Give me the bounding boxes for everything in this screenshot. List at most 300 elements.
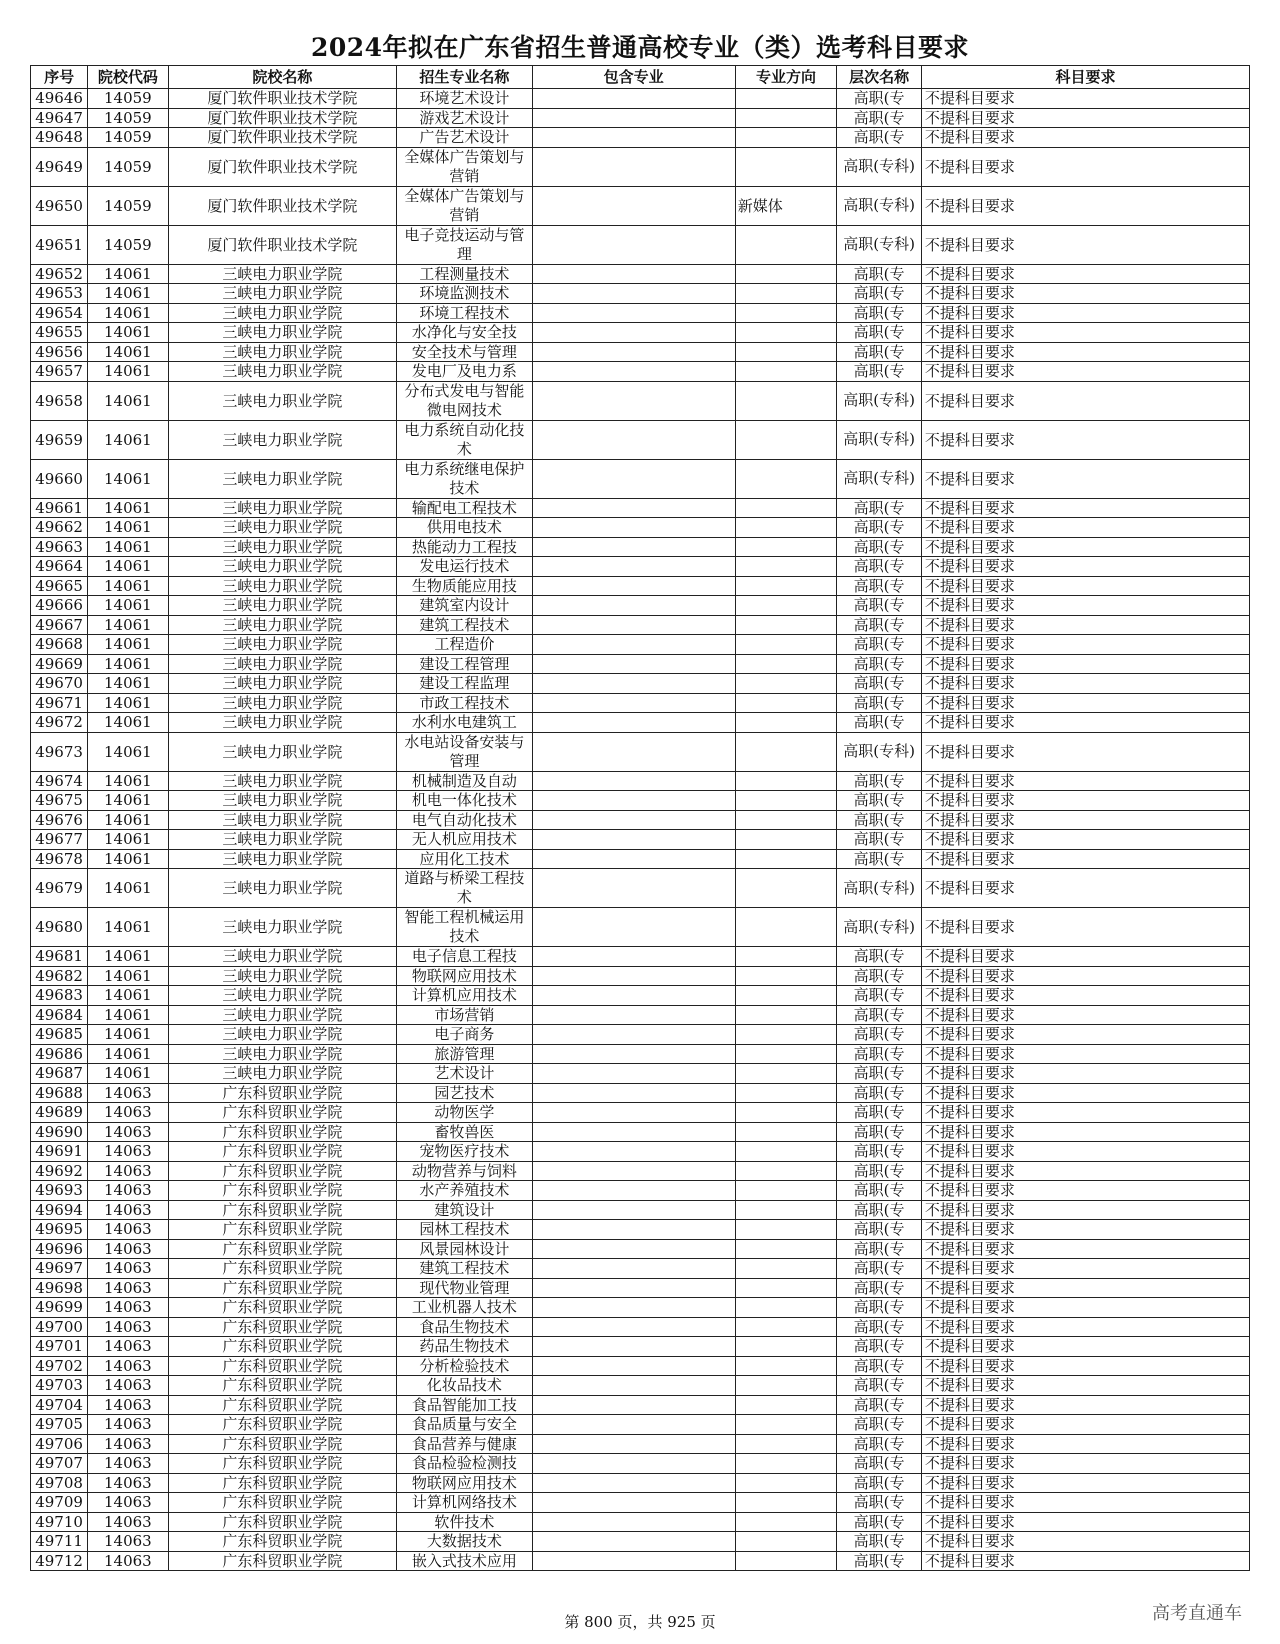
cell-major-name: 园艺技术 [397, 1083, 532, 1103]
table-row [31, 713, 1250, 733]
cell-major-direction [735, 303, 837, 323]
cell-index: 49666 [31, 596, 88, 616]
cell-major-name: 生物质能应用技 [397, 576, 532, 596]
cell-major-direction [735, 518, 837, 538]
cell-included-majors [532, 869, 735, 908]
cell-major-direction [735, 1044, 837, 1064]
cell-index: 49679 [31, 869, 88, 908]
cell-major-name: 食品检验检测技 [397, 1454, 532, 1474]
cell-included-majors [532, 1454, 735, 1474]
cell-major-name: 艺术设计 [397, 1064, 532, 1084]
cell-included-majors [532, 225, 735, 264]
table-row [31, 1415, 1250, 1435]
cell-major-name: 电子信息工程技 [397, 947, 532, 967]
cell-major-name: 计算机应用技术 [397, 986, 532, 1006]
cell-school-name: 广东科贸职业学院 [168, 1200, 397, 1220]
cell-index: 49706 [31, 1434, 88, 1454]
cell-subject-requirement: 不提科目要求 [921, 674, 1249, 694]
cell-major-name: 机械制造及自动 [397, 771, 532, 791]
cell-included-majors [532, 459, 735, 498]
cell-level: 高职(专科) [837, 908, 922, 947]
cell-major-direction [735, 1512, 837, 1532]
cell-level: 高职(专 [837, 1493, 922, 1513]
cell-included-majors [532, 1181, 735, 1201]
cell-subject-requirement: 不提科目要求 [921, 1142, 1249, 1162]
table-row [31, 1317, 1250, 1337]
cell-school-code: 14063 [88, 1259, 168, 1279]
cell-index: 49698 [31, 1278, 88, 1298]
cell-major-name: 电子竞技运动与管理 [397, 225, 532, 264]
cell-school-code: 14061 [88, 342, 168, 362]
cell-school-name: 广东科贸职业学院 [168, 1317, 397, 1337]
cell-school-code: 14061 [88, 420, 168, 459]
cell-school-code: 14061 [88, 1064, 168, 1084]
cell-major-name: 建筑工程技术 [397, 615, 532, 635]
cell-subject-requirement: 不提科目要求 [921, 576, 1249, 596]
cell-level: 高职(专 [837, 615, 922, 635]
cell-major-name: 输配电工程技术 [397, 498, 532, 518]
cell-major-direction [735, 362, 837, 382]
cell-school-code: 14063 [88, 1161, 168, 1181]
cell-index: 49683 [31, 986, 88, 1006]
cell-school-name: 三峡电力职业学院 [168, 986, 397, 1006]
cell-school-name: 三峡电力职业学院 [168, 908, 397, 947]
cell-included-majors [532, 1337, 735, 1357]
cell-school-code: 14061 [88, 654, 168, 674]
cell-subject-requirement: 不提科目要求 [921, 635, 1249, 655]
cell-subject-requirement: 不提科目要求 [921, 1434, 1249, 1454]
cell-level: 高职(专科) [837, 869, 922, 908]
cell-major-name: 全媒体广告策划与营销 [397, 186, 532, 225]
cell-level: 高职(专 [837, 1181, 922, 1201]
cell-school-code: 14063 [88, 1142, 168, 1162]
cell-school-code: 14061 [88, 615, 168, 635]
cell-school-name: 三峡电力职业学院 [168, 342, 397, 362]
col-header-school-code: 院校代码 [88, 66, 168, 89]
cell-major-name: 热能动力工程技 [397, 537, 532, 557]
cell-level: 高职(专 [837, 1298, 922, 1318]
cell-included-majors [532, 1551, 735, 1571]
cell-included-majors [532, 1512, 735, 1532]
cell-school-name: 三峡电力职业学院 [168, 1005, 397, 1025]
cell-major-direction [735, 1142, 837, 1162]
cell-level: 高职(专 [837, 1278, 922, 1298]
cell-school-code: 14063 [88, 1512, 168, 1532]
table-row [31, 1025, 1250, 1045]
cell-index: 49662 [31, 518, 88, 538]
cell-school-name: 厦门软件职业技术学院 [168, 89, 397, 109]
table-row [31, 147, 1250, 186]
cell-school-code: 14063 [88, 1415, 168, 1435]
cell-school-name: 三峡电力职业学院 [168, 1064, 397, 1084]
cell-level: 高职(专 [837, 1239, 922, 1259]
cell-included-majors [532, 381, 735, 420]
col-header-major-direction: 专业方向 [735, 66, 837, 89]
cell-level: 高职(专 [837, 1317, 922, 1337]
table-row [31, 225, 1250, 264]
cell-included-majors [532, 1298, 735, 1318]
cell-school-name: 三峡电力职业学院 [168, 713, 397, 733]
cell-subject-requirement: 不提科目要求 [921, 1376, 1249, 1396]
cell-level: 高职(专 [837, 1122, 922, 1142]
table-row [31, 1337, 1250, 1357]
cell-level: 高职(专 [837, 1532, 922, 1552]
cell-major-name: 物联网应用技术 [397, 1473, 532, 1493]
cell-major-direction [735, 1434, 837, 1454]
table-row [31, 284, 1250, 304]
cell-major-direction [735, 537, 837, 557]
cell-included-majors [532, 1532, 735, 1552]
table-row [31, 1044, 1250, 1064]
cell-major-name: 电力系统继电保护技术 [397, 459, 532, 498]
table-row [31, 1434, 1250, 1454]
cell-school-code: 14063 [88, 1454, 168, 1474]
table-row [31, 342, 1250, 362]
cell-index: 49710 [31, 1512, 88, 1532]
cell-index: 49702 [31, 1356, 88, 1376]
cell-subject-requirement: 不提科目要求 [921, 810, 1249, 830]
cell-major-direction [735, 498, 837, 518]
cell-school-name: 广东科贸职业学院 [168, 1532, 397, 1552]
cell-school-name: 厦门软件职业技术学院 [168, 108, 397, 128]
cell-major-direction [735, 264, 837, 284]
table-row [31, 869, 1250, 908]
cell-included-majors [532, 1064, 735, 1084]
cell-index: 49654 [31, 303, 88, 323]
cell-school-name: 广东科贸职业学院 [168, 1259, 397, 1279]
cell-level: 高职(专 [837, 1376, 922, 1396]
cell-school-code: 14063 [88, 1278, 168, 1298]
cell-school-code: 14061 [88, 732, 168, 771]
table-row [31, 1532, 1250, 1552]
cell-level: 高职(专 [837, 1220, 922, 1240]
cell-school-code: 14063 [88, 1376, 168, 1396]
cell-school-name: 广东科贸职业学院 [168, 1161, 397, 1181]
cell-included-majors [532, 849, 735, 869]
table-row [31, 1551, 1250, 1571]
cell-school-name: 三峡电力职业学院 [168, 1044, 397, 1064]
cell-subject-requirement: 不提科目要求 [921, 1317, 1249, 1337]
table-row [31, 498, 1250, 518]
cell-level: 高职(专 [837, 537, 922, 557]
cell-level: 高职(专 [837, 89, 922, 109]
table-row [31, 615, 1250, 635]
cell-included-majors [532, 1415, 735, 1435]
cell-major-name: 建筑室内设计 [397, 596, 532, 616]
cell-included-majors [532, 654, 735, 674]
cell-subject-requirement: 不提科目要求 [921, 264, 1249, 284]
cell-major-direction [735, 1259, 837, 1279]
cell-included-majors [532, 1025, 735, 1045]
cell-major-name: 动物营养与饲料 [397, 1161, 532, 1181]
cell-subject-requirement: 不提科目要求 [921, 1356, 1249, 1376]
cell-school-name: 三峡电力职业学院 [168, 576, 397, 596]
cell-included-majors [532, 596, 735, 616]
cell-subject-requirement: 不提科目要求 [921, 869, 1249, 908]
cell-major-direction [735, 89, 837, 109]
cell-subject-requirement: 不提科目要求 [921, 108, 1249, 128]
cell-level: 高职(专科) [837, 732, 922, 771]
cell-index: 49684 [31, 1005, 88, 1025]
cell-major-direction [735, 966, 837, 986]
cell-school-name: 广东科贸职业学院 [168, 1337, 397, 1357]
cell-index: 49708 [31, 1473, 88, 1493]
cell-included-majors [532, 771, 735, 791]
table-row [31, 1064, 1250, 1084]
cell-major-direction [735, 420, 837, 459]
table-header-row [31, 66, 1250, 89]
cell-included-majors [532, 1142, 735, 1162]
cell-major-direction [735, 1551, 837, 1571]
cell-school-code: 14061 [88, 459, 168, 498]
cell-index: 49688 [31, 1083, 88, 1103]
cell-major-direction [735, 791, 837, 811]
cell-index: 49693 [31, 1181, 88, 1201]
cell-school-name: 三峡电力职业学院 [168, 498, 397, 518]
table-row [31, 1298, 1250, 1318]
cell-school-code: 14059 [88, 225, 168, 264]
table-row [31, 810, 1250, 830]
cell-index: 49649 [31, 147, 88, 186]
cell-major-direction [735, 654, 837, 674]
cell-school-code: 14063 [88, 1551, 168, 1571]
cell-school-code: 14061 [88, 810, 168, 830]
cell-index: 49690 [31, 1122, 88, 1142]
cell-major-name: 动物医学 [397, 1103, 532, 1123]
table-row [31, 557, 1250, 577]
cell-index: 49658 [31, 381, 88, 420]
cell-major-name: 水净化与安全技 [397, 323, 532, 343]
cell-major-direction [735, 1064, 837, 1084]
cell-included-majors [532, 1278, 735, 1298]
cell-school-code: 14061 [88, 713, 168, 733]
cell-school-name: 三峡电力职业学院 [168, 362, 397, 382]
cell-index: 49682 [31, 966, 88, 986]
cell-major-direction [735, 1083, 837, 1103]
table-row [31, 1278, 1250, 1298]
cell-school-code: 14063 [88, 1356, 168, 1376]
cell-level: 高职(专 [837, 693, 922, 713]
cell-subject-requirement: 不提科目要求 [921, 381, 1249, 420]
table-row [31, 128, 1250, 148]
cell-included-majors [532, 830, 735, 850]
cell-school-code: 14061 [88, 986, 168, 1006]
cell-level: 高职(专 [837, 576, 922, 596]
cell-level: 高职(专 [837, 1161, 922, 1181]
cell-school-code: 14061 [88, 791, 168, 811]
table-row [31, 459, 1250, 498]
cell-level: 高职(专 [837, 674, 922, 694]
cell-included-majors [532, 186, 735, 225]
cell-level: 高职(专 [837, 1064, 922, 1084]
cell-subject-requirement: 不提科目要求 [921, 1473, 1249, 1493]
cell-index: 49661 [31, 498, 88, 518]
cell-school-code: 14061 [88, 596, 168, 616]
table-row [31, 596, 1250, 616]
cell-subject-requirement: 不提科目要求 [921, 1512, 1249, 1532]
cell-school-code: 14063 [88, 1083, 168, 1103]
cell-school-code: 14061 [88, 966, 168, 986]
cell-subject-requirement: 不提科目要求 [921, 128, 1249, 148]
cell-included-majors [532, 1493, 735, 1513]
cell-subject-requirement: 不提科目要求 [921, 1220, 1249, 1240]
cell-level: 高职(专 [837, 830, 922, 850]
cell-major-name: 广告艺术设计 [397, 128, 532, 148]
cell-included-majors [532, 147, 735, 186]
cell-major-name: 畜牧兽医 [397, 1122, 532, 1142]
cell-major-name: 市场营销 [397, 1005, 532, 1025]
cell-subject-requirement: 不提科目要求 [921, 693, 1249, 713]
cell-index: 49669 [31, 654, 88, 674]
cell-school-name: 广东科贸职业学院 [168, 1551, 397, 1571]
table-row [31, 1454, 1250, 1474]
cell-subject-requirement: 不提科目要求 [921, 1181, 1249, 1201]
cell-subject-requirement: 不提科目要求 [921, 1044, 1249, 1064]
cell-major-name: 发电厂及电力系 [397, 362, 532, 382]
cell-included-majors [532, 1259, 735, 1279]
cell-major-name: 水电站设备安装与管理 [397, 732, 532, 771]
cell-subject-requirement: 不提科目要求 [921, 966, 1249, 986]
cell-major-direction [735, 1532, 837, 1552]
cell-major-name: 电力系统自动化技术 [397, 420, 532, 459]
cell-index: 49656 [31, 342, 88, 362]
cell-level: 高职(专 [837, 518, 922, 538]
cell-level: 高职(专 [837, 1551, 922, 1571]
cell-school-code: 14063 [88, 1298, 168, 1318]
cell-included-majors [532, 635, 735, 655]
cell-index: 49663 [31, 537, 88, 557]
table-row [31, 1161, 1250, 1181]
cell-school-code: 14061 [88, 284, 168, 304]
cell-major-direction [735, 576, 837, 596]
cell-subject-requirement: 不提科目要求 [921, 986, 1249, 1006]
cell-major-direction [735, 1103, 837, 1123]
cell-major-name: 分析检验技术 [397, 1356, 532, 1376]
cell-school-code: 14061 [88, 303, 168, 323]
cell-school-code: 14061 [88, 362, 168, 382]
cell-major-direction [735, 1005, 837, 1025]
cell-subject-requirement: 不提科目要求 [921, 947, 1249, 967]
cell-subject-requirement: 不提科目要求 [921, 303, 1249, 323]
cell-school-name: 三峡电力职业学院 [168, 518, 397, 538]
cell-index: 49651 [31, 225, 88, 264]
cell-index: 49677 [31, 830, 88, 850]
cell-index: 49685 [31, 1025, 88, 1045]
cell-school-name: 广东科贸职业学院 [168, 1395, 397, 1415]
cell-school-code: 14059 [88, 89, 168, 109]
cell-school-name: 三峡电力职业学院 [168, 284, 397, 304]
table-row [31, 1239, 1250, 1259]
cell-major-direction [735, 908, 837, 947]
cell-school-code: 14063 [88, 1200, 168, 1220]
table-row [31, 264, 1250, 284]
cell-index: 49697 [31, 1259, 88, 1279]
cell-level: 高职(专 [837, 1083, 922, 1103]
cell-major-name: 化妆品技术 [397, 1376, 532, 1396]
cell-index: 49647 [31, 108, 88, 128]
cell-subject-requirement: 不提科目要求 [921, 323, 1249, 343]
cell-index: 49670 [31, 674, 88, 694]
cell-included-majors [532, 1376, 735, 1396]
cell-subject-requirement: 不提科目要求 [921, 654, 1249, 674]
cell-school-code: 14061 [88, 869, 168, 908]
table-row [31, 693, 1250, 713]
cell-level: 高职(专 [837, 362, 922, 382]
cell-index: 49655 [31, 323, 88, 343]
cell-major-direction [735, 1356, 837, 1376]
cell-included-majors [532, 1005, 735, 1025]
cell-school-name: 广东科贸职业学院 [168, 1083, 397, 1103]
cell-included-majors [532, 1317, 735, 1337]
cell-major-direction [735, 1454, 837, 1474]
col-header-level: 层次名称 [837, 66, 922, 89]
cell-major-direction [735, 1181, 837, 1201]
cell-school-code: 14059 [88, 147, 168, 186]
cell-major-direction [735, 771, 837, 791]
cell-major-name: 全媒体广告策划与营销 [397, 147, 532, 186]
cell-school-code: 14063 [88, 1395, 168, 1415]
cell-index: 49650 [31, 186, 88, 225]
cell-subject-requirement: 不提科目要求 [921, 459, 1249, 498]
cell-subject-requirement: 不提科目要求 [921, 771, 1249, 791]
cell-school-name: 广东科贸职业学院 [168, 1278, 397, 1298]
cell-major-name: 环境监测技术 [397, 284, 532, 304]
cell-school-name: 广东科贸职业学院 [168, 1434, 397, 1454]
cell-school-name: 广东科贸职业学院 [168, 1512, 397, 1532]
cell-subject-requirement: 不提科目要求 [921, 1064, 1249, 1084]
cell-major-direction: 新媒体 [735, 186, 837, 225]
cell-index: 49646 [31, 89, 88, 109]
cell-school-name: 三峡电力职业学院 [168, 303, 397, 323]
cell-level: 高职(专科) [837, 459, 922, 498]
cell-included-majors [532, 791, 735, 811]
table-row [31, 1103, 1250, 1123]
cell-index: 49701 [31, 1337, 88, 1357]
cell-school-code: 14061 [88, 518, 168, 538]
table-row [31, 947, 1250, 967]
cell-level: 高职(专科) [837, 147, 922, 186]
table-row [31, 771, 1250, 791]
cell-major-name: 工程造价 [397, 635, 532, 655]
cell-included-majors [532, 89, 735, 109]
cell-school-code: 14063 [88, 1317, 168, 1337]
cell-major-name: 市政工程技术 [397, 693, 532, 713]
cell-major-direction [735, 1337, 837, 1357]
cell-major-direction [735, 986, 837, 1006]
table-row [31, 1512, 1250, 1532]
cell-subject-requirement: 不提科目要求 [921, 1200, 1249, 1220]
cell-subject-requirement: 不提科目要求 [921, 362, 1249, 382]
table-row [31, 1083, 1250, 1103]
cell-subject-requirement: 不提科目要求 [921, 713, 1249, 733]
table-row [31, 1122, 1250, 1142]
cell-level: 高职(专 [837, 947, 922, 967]
cell-level: 高职(专 [837, 713, 922, 733]
cell-school-name: 三峡电力职业学院 [168, 654, 397, 674]
cell-subject-requirement: 不提科目要求 [921, 1025, 1249, 1045]
cell-level: 高职(专 [837, 323, 922, 343]
cell-school-code: 14061 [88, 830, 168, 850]
table-row [31, 1005, 1250, 1025]
cell-subject-requirement: 不提科目要求 [921, 615, 1249, 635]
cell-level: 高职(专 [837, 1434, 922, 1454]
cell-major-name: 工程测量技术 [397, 264, 532, 284]
cell-subject-requirement: 不提科目要求 [921, 791, 1249, 811]
cell-major-direction [735, 635, 837, 655]
cell-school-code: 14061 [88, 498, 168, 518]
cell-index: 49695 [31, 1220, 88, 1240]
cell-index: 49687 [31, 1064, 88, 1084]
